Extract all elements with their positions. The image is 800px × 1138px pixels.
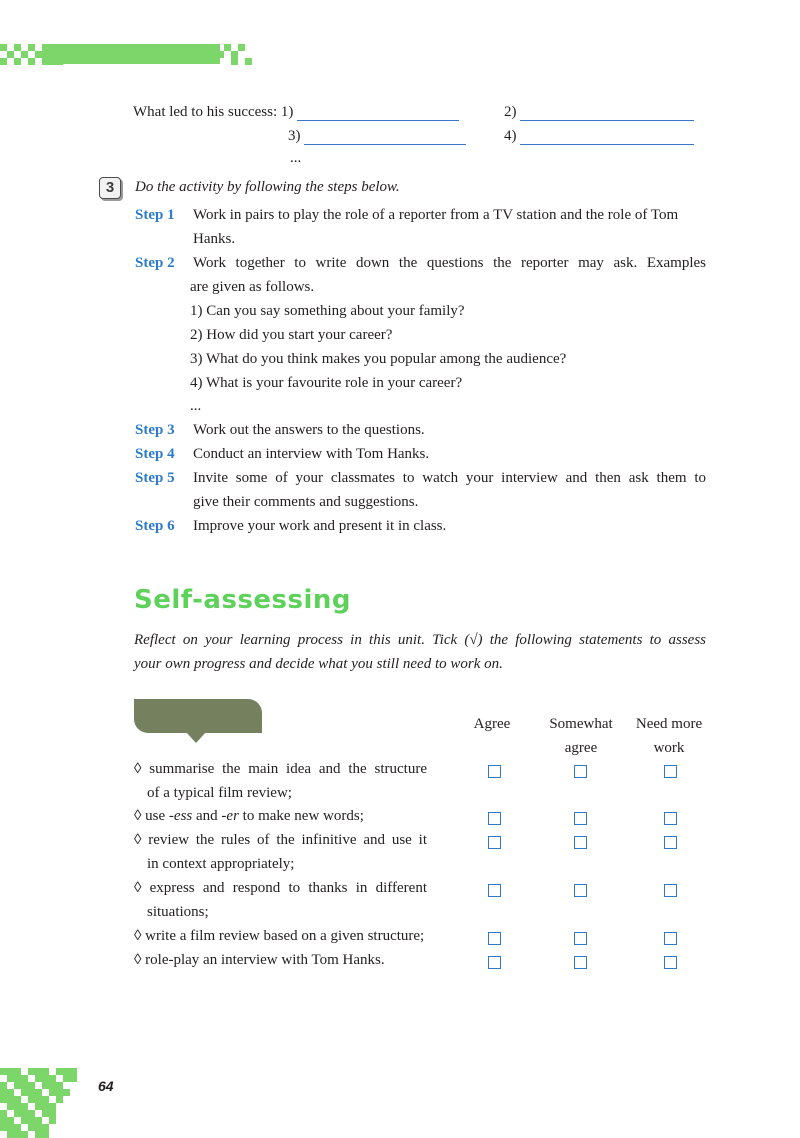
pixel-block xyxy=(217,51,224,58)
pixel-block xyxy=(14,44,21,51)
pixel-block xyxy=(42,1068,49,1075)
pixel-block xyxy=(7,1103,14,1110)
pixel-block xyxy=(0,1068,7,1075)
pixel-block xyxy=(70,1068,77,1075)
pixel-block xyxy=(35,1124,42,1131)
pixel-block xyxy=(14,1110,21,1117)
checkbox-row1-col2[interactable] xyxy=(574,765,587,778)
checkbox-row4-col3[interactable] xyxy=(664,884,677,897)
header-green-bar xyxy=(60,44,220,64)
checkbox-row6-col1[interactable] xyxy=(488,956,501,969)
pixel-block xyxy=(245,58,252,65)
pixel-block xyxy=(7,1131,14,1138)
column-header-agree: Agree xyxy=(473,716,511,732)
statement-2-line1: ◊ use -ess and -er to make new words; xyxy=(134,808,364,824)
pixel-block xyxy=(42,1082,49,1089)
statement-3-line1: ◊ review the rules of the infinitive and use it xyxy=(134,832,427,848)
pixel-block xyxy=(14,1096,21,1103)
pixel-block xyxy=(14,1068,21,1075)
self-assessing-intro-line1: Reflect on your learning process in this unit. Tick (√) the following statements to assess xyxy=(134,632,706,648)
statement-4-line1: ◊ express and respond to thanks in different xyxy=(134,880,427,896)
statement-1-line1: ◊ summarise the main idea and the structure xyxy=(134,761,427,777)
step-5-text-line1: Invite some of your classmates to watch your interview and then ask them to xyxy=(193,470,706,486)
section-title-self-assessing: Self-assessing xyxy=(134,585,352,615)
step-6-label: Step 6 xyxy=(135,518,175,534)
step-5-label: Step 5 xyxy=(135,470,175,486)
pixel-block xyxy=(49,58,56,65)
checkbox-row5-col1[interactable] xyxy=(488,932,501,945)
pixel-block xyxy=(21,1110,28,1117)
speech-bubble-label xyxy=(134,699,262,733)
pixel-block xyxy=(7,1117,14,1124)
step-1-label: Step 1 xyxy=(135,207,175,223)
checkbox-row6-col3[interactable] xyxy=(664,956,677,969)
step-2-text-line1: Work together to write down the questions the reporter may ask. Examples xyxy=(193,255,706,271)
pixel-block xyxy=(42,1096,49,1103)
pixel-block xyxy=(14,1131,21,1138)
pixel-block xyxy=(35,1068,42,1075)
example-question-1: 1) Can you say something about your family? xyxy=(190,303,465,319)
success-row-2b xyxy=(504,128,694,145)
success-ellipsis: ... xyxy=(290,150,302,166)
pixel-block xyxy=(56,1068,63,1075)
pixel-block xyxy=(0,1117,7,1124)
pixel-block xyxy=(28,1082,35,1089)
success-row-1 xyxy=(133,104,459,121)
pixel-block xyxy=(35,1075,42,1082)
success-label: What led to his success: xyxy=(133,104,278,120)
answer-blank-4[interactable] xyxy=(520,144,694,145)
statement-3-line2: in context appropriately; xyxy=(147,856,295,872)
step-4-text: Conduct an interview with Tom Hanks. xyxy=(193,446,430,462)
pixel-block xyxy=(63,1089,70,1096)
pixel-block xyxy=(28,1110,35,1117)
pixel-block xyxy=(28,1096,35,1103)
pixel-block xyxy=(0,1082,7,1089)
pixel-block xyxy=(21,51,28,58)
example-question-4: 4) What is your favourite role in your career? xyxy=(190,375,463,391)
step-3-text: Work out the answers to the questions. xyxy=(193,422,425,438)
pixel-block xyxy=(14,1082,21,1089)
pixel-block xyxy=(7,51,14,58)
speech-bubble-tail xyxy=(186,732,206,743)
example-question-3: 3) What do you think makes you popular among the audience? xyxy=(190,351,567,367)
answer-blank-1[interactable] xyxy=(297,120,459,121)
pixel-block xyxy=(231,58,238,65)
pixel-block xyxy=(49,1075,56,1082)
checkbox-row3-col3[interactable] xyxy=(664,836,677,849)
pixel-block xyxy=(70,1075,77,1082)
checkbox-row4-col2[interactable] xyxy=(574,884,587,897)
checkbox-row2-col2[interactable] xyxy=(574,812,587,825)
answer-blank-3[interactable] xyxy=(304,144,466,145)
pixel-block xyxy=(42,1124,49,1131)
example-question-2: 2) How did you start your career? xyxy=(190,327,393,343)
checkbox-row5-col2[interactable] xyxy=(574,932,587,945)
self-assessing-intro-line2: your own progress and decide what you still need to work on. xyxy=(134,656,503,672)
pixel-block xyxy=(7,1068,14,1075)
pixel-block xyxy=(42,44,49,51)
pixel-block xyxy=(7,1089,14,1096)
success-row-2 xyxy=(288,128,466,145)
pixel-block xyxy=(0,1124,7,1131)
step-5-text-line2: give their comments and suggestions. xyxy=(193,494,419,510)
step-2-label: Step 2 xyxy=(135,255,175,271)
pixel-block xyxy=(49,1110,56,1117)
pixel-block xyxy=(21,1103,28,1110)
pixel-block xyxy=(0,58,7,65)
pixel-block xyxy=(49,51,56,58)
pixel-block xyxy=(42,1131,49,1138)
pixel-block xyxy=(56,1096,63,1103)
pixel-block xyxy=(14,1075,21,1082)
pixel-block xyxy=(7,1124,14,1131)
pixel-block xyxy=(7,1096,14,1103)
pixel-block xyxy=(28,44,35,51)
pixel-block xyxy=(35,1131,42,1138)
pixel-block xyxy=(42,51,49,58)
pixel-block xyxy=(21,1131,28,1138)
step-6-text: Improve your work and present it in class. xyxy=(193,518,447,534)
pixel-block xyxy=(49,1082,56,1089)
pixel-block xyxy=(21,1117,28,1124)
pixel-block xyxy=(0,1089,7,1096)
activity-number-badge: 3 xyxy=(99,177,121,199)
statement-6-line1: ◊ role-play an interview with Tom Hanks. xyxy=(134,952,385,968)
statement-1-line2: of a typical film review; xyxy=(147,785,292,801)
success-row-1b xyxy=(504,104,694,121)
pixel-block xyxy=(49,1117,56,1124)
pixel-block xyxy=(21,1089,28,1096)
success-item-4: 4) xyxy=(504,128,517,144)
success-item-1: 1) xyxy=(280,104,294,120)
success-item-3: 3) xyxy=(288,128,301,144)
success-item-2: 2) xyxy=(504,104,517,120)
statement-5-line1: ◊ write a film review based on a given structure; xyxy=(134,928,425,944)
pixel-block xyxy=(21,1075,28,1082)
pixel-block xyxy=(231,51,238,58)
checkbox-row4-col1[interactable] xyxy=(488,884,501,897)
pixel-block xyxy=(56,1082,63,1089)
pixel-block xyxy=(56,44,63,51)
checkbox-row2-col3[interactable] xyxy=(664,812,677,825)
pixel-block xyxy=(0,1110,7,1117)
pixel-block xyxy=(63,1075,70,1082)
statement-4-line2: situations; xyxy=(147,904,209,920)
column-header-need-more-work: Need more work xyxy=(635,716,703,756)
pixel-block xyxy=(28,58,35,65)
pixel-block xyxy=(28,1089,35,1096)
pixel-block xyxy=(14,1103,21,1110)
checkbox-row6-col2[interactable] xyxy=(574,956,587,969)
step-4-label: Step 4 xyxy=(135,446,175,462)
pixel-block xyxy=(35,1089,42,1096)
pixel-block xyxy=(35,1103,42,1110)
pixel-block xyxy=(56,1089,63,1096)
pixel-block xyxy=(56,51,63,58)
pixel-block xyxy=(35,1117,42,1124)
pixel-block xyxy=(28,1124,35,1131)
pixel-block xyxy=(0,44,7,51)
pixel-block xyxy=(238,44,245,51)
checkbox-row2-col1[interactable] xyxy=(488,812,501,825)
pixel-block xyxy=(35,51,42,58)
pixel-block xyxy=(42,58,49,65)
pixel-block xyxy=(42,1075,49,1082)
step-1-text-line2: Hanks. xyxy=(193,231,236,247)
pixel-block xyxy=(28,1117,35,1124)
checkbox-row1-col3[interactable] xyxy=(664,765,677,778)
pixel-block xyxy=(63,1068,70,1075)
checkbox-row3-col2[interactable] xyxy=(574,836,587,849)
pixel-block xyxy=(56,58,63,65)
column-header-somewhat-agree: Somewhat agree xyxy=(549,716,613,756)
step-2-text-line2: are given as follows. xyxy=(190,279,315,295)
pixel-block xyxy=(14,1124,21,1131)
activity-instruction: Do the activity by following the steps below. xyxy=(135,179,400,195)
pixel-block xyxy=(35,1096,42,1103)
pixel-block xyxy=(224,44,231,51)
step-1-text-line1: Work in pairs to play the role of a reporter from a TV station and the role of Tom xyxy=(193,207,679,223)
pixel-block xyxy=(49,44,56,51)
pixel-block xyxy=(0,1096,7,1103)
checkbox-row1-col1[interactable] xyxy=(488,765,501,778)
pixel-block xyxy=(21,1082,28,1089)
pixel-block xyxy=(28,1068,35,1075)
pixel-block xyxy=(7,1075,14,1082)
step-3-label: Step 3 xyxy=(135,422,175,438)
pixel-block xyxy=(14,58,21,65)
checkbox-row5-col3[interactable] xyxy=(664,932,677,945)
answer-blank-2[interactable] xyxy=(520,120,694,121)
checkbox-row3-col1[interactable] xyxy=(488,836,501,849)
example-ellipsis: ... xyxy=(190,398,202,414)
pixel-block xyxy=(49,1103,56,1110)
pixel-block xyxy=(42,1103,49,1110)
pixel-block xyxy=(49,1089,56,1096)
pixel-block xyxy=(42,1110,49,1117)
page-number: 64 xyxy=(98,1078,114,1094)
